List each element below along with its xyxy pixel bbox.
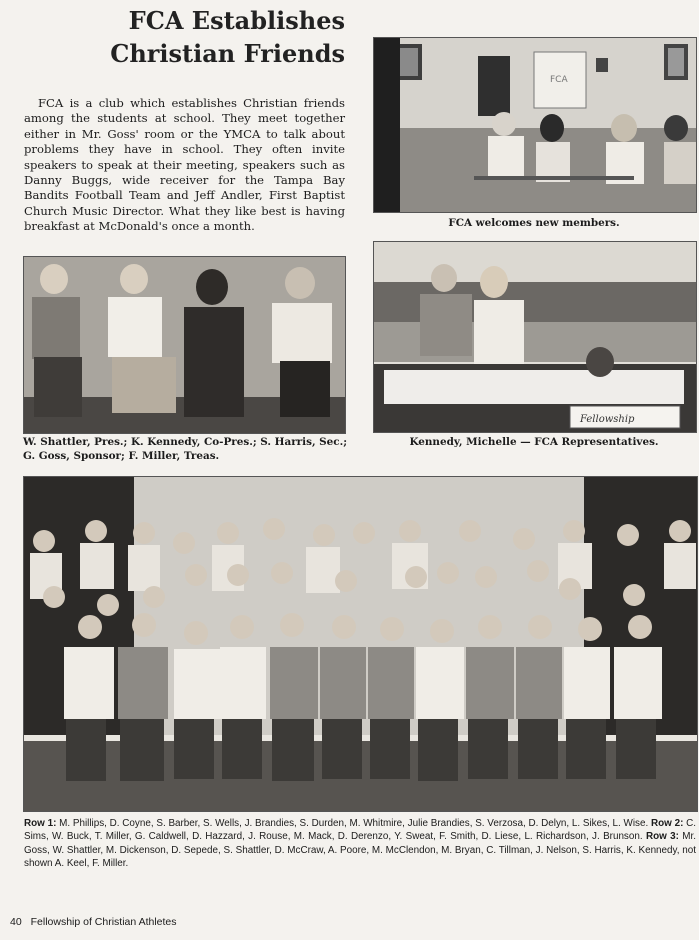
row-3-names: Mr. Goss, W. Shattler, M. Dickenson, D. Sepede, S. Shattler, D. McCraw, A. Poore, M. McClendon, M. Bryan, C. Tillman, J. Nelson, S. Harris, K. Kennedy, not shown A. Keel, F. Miller.: [24, 831, 696, 870]
row-1-label: Row 1:: [24, 818, 57, 829]
title-line-1: FCA Establishes: [128, 6, 345, 35]
row-3-label: Row 3:: [645, 831, 679, 843]
photo-officers: [23, 256, 346, 434]
caption-representatives: Kennedy, Michelle — FCA Representatives.: [409, 436, 659, 448]
title-line-2: Christian Friends: [110, 39, 345, 68]
photo-group: [23, 476, 698, 812]
photo-welcome-meeting: [373, 37, 697, 213]
section-name: Fellowship of Christian Athletes: [30, 916, 177, 928]
page-title: [40, 4, 345, 70]
row-2-names: C. Sims, W. Buck, T. Miller, G. Caldwell, D. Hazzard, J. Rouse, M. Mack, D. Derenzo, Y. Sweat, F. Smith, D. Liese, L. Richardson, J. Brunson.: [24, 818, 696, 843]
photo-representatives: [373, 241, 697, 433]
row-1-names: M. Phillips, D. Coyne, S. Barber, S. Wells, J. Brandies, S. Durden, M. Whitmire, Julie Brandies, S. Verzosa, D. Delyn, L. Sikes, L. Wise.: [59, 818, 649, 829]
welcome-banner-text: FCA: [550, 75, 568, 85]
group-names-caption: [24, 817, 696, 871]
caption-officers: W. Shattler, Pres.; K. Kennedy, Co-Pres.; S. Harris, Sec.; G. Goss, Sponsor; F. Miller, Treas.: [23, 436, 348, 462]
article-body: FCA is a club which establishes Christian friends among the students at school. They meet together either in Mr. Goss' room or the YMCA to talk about problems they have in school. They often invite speakers to speak at their meeting, speakers such as Danny Buggs, wide receiver for the Tampa Bay Bandits Football Team and Jeff Andler, First Baptist Church Music Director. What they like best is having breakfast at McDonald's once a month.: [24, 96, 345, 234]
caption-welcome: FCA welcomes new members.: [448, 217, 620, 229]
page-number: 40: [10, 916, 22, 928]
page-footer: [10, 916, 183, 928]
row-2-label: Row 2:: [650, 818, 684, 829]
car-sign-text: Fellowship: [580, 414, 635, 425]
